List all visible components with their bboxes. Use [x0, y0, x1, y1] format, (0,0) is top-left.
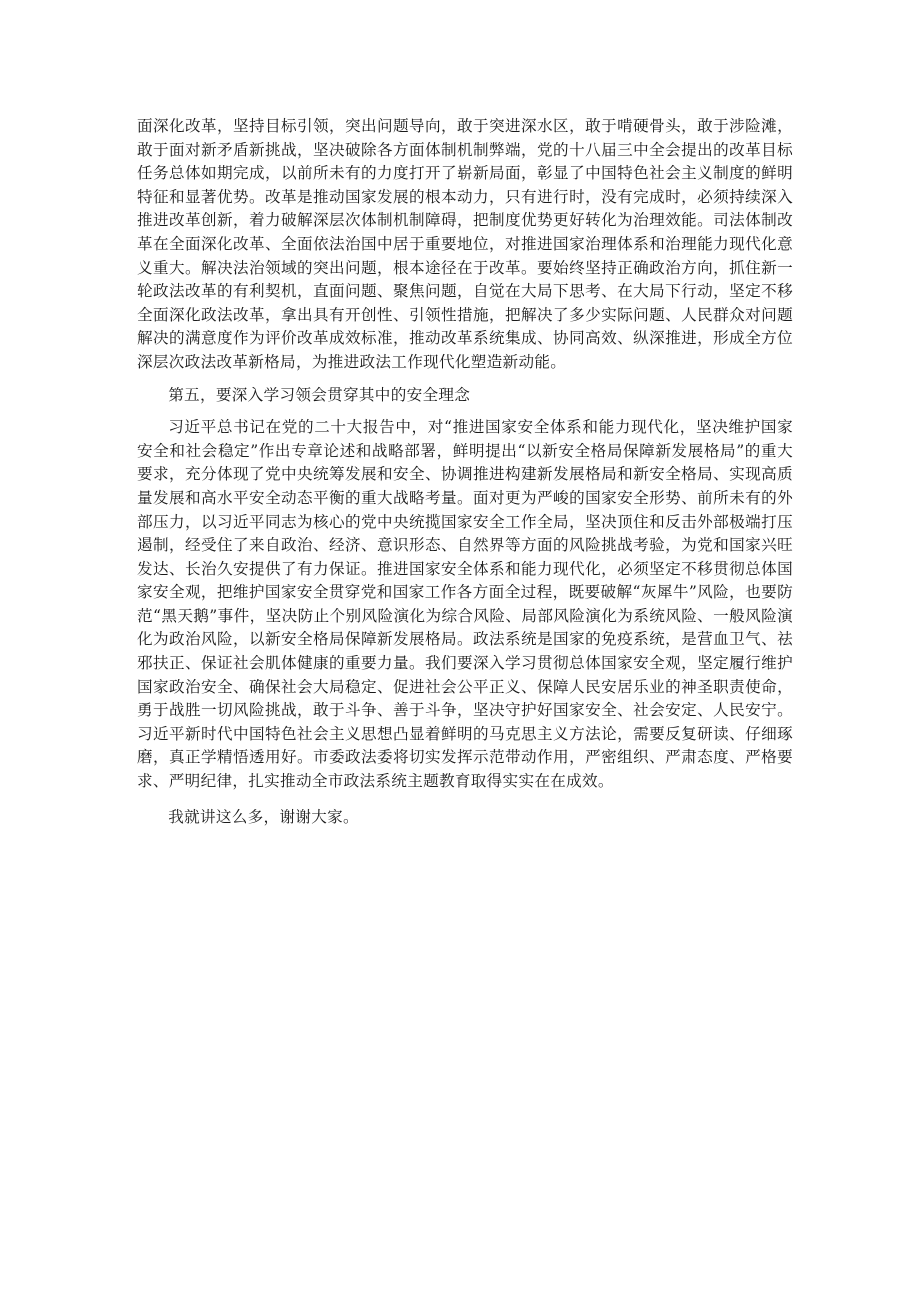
section-heading-security: 第五，要深入学习领会贯穿其中的安全理念	[168, 385, 471, 404]
document-body	[137, 115, 793, 829]
paragraph-reform: 面深化改革，坚持目标引领，突出问题导向，敢于突进深水区，敢于啃硬骨头，敢于涉险滩，敢于面对新矛盾新挑战，坚决破除各方面体制机制弊端，党的十八届三中全会提出的改革目标任务总体如期完成，以前所未有的力度打开了崭新局面，彰显了中国特色社会主义制度的鲜明特征和显著优势。改革是推动国家发展的根本动力，只有进行时，没有完成时，必须持续深入推进改革创新，着力破解深层次体制机制障碍，把制度优势更好转化为治理效能。司法体制改革在全面深化改革、全面依法治国中居于重要地位，对推进国家治理体系和治理能力现代化意义重大。解决法治领域的突出问题，根本途径在于改革。要始终坚持正确政治方向，抓住新一轮政法改革的有利契机，直面问题、聚焦问题，自觉在大局下思考、在大局下行动，坚定不移全面深化政法改革，拿出具有开创性、引领性措施，把解决了多少实际问题、人民群众对问题解决的满意度作为评价改革成效标准，推动改革系统集成、协同高效、纵深推进，形成全方位深层次政法改革新格局，为推进政法工作现代化塑造新动能。	[137, 117, 793, 371]
paragraph-security: 习近平总书记在党的二十大报告中，对“推进国家安全体系和能力现代化，坚决维护国家安全和社会稳定”作出专章论述和战略部署，鲜明提出“以新安全格局保障新发展格局”的重大要求，充分体现了党中央统筹发展和安全、协调推进构建新发展格局和新安全格局、实现高质量发展和高水平安全动态平衡的重大战略考量。面对更为严峻的国家安全形势、前所未有的外部压力，以习近平同志为核心的党中央统揽国家安全工作全局，坚决顶住和反击外部极端打压遏制，经受住了来自政治、经济、意识形态、自然界等方面的风险挑战考验，为党和国家兴旺发达、长治久安提供了有力保证。推进国家安全体系和能力现代化，必须坚定不移贯彻总体国家安全观，把维护国家安全贯穿党和国家工作各方面全过程，既要破解“灰犀牛”风险，也要防范“黑天鹅”事件，坚决防止个别风险演化为综合风险、局部风险演化为系统风险、一般风险演化为政治风险，以新安全格局保障新发展格局。政法系统是国家的免疫系统，是营血卫气、祛邪扶正、保证社会肌体健康的重要力量。我们要深入学习贯彻总体国家安全观，坚定履行维护国家政治安全、确保社会大局稳定、促进社会公平正义、保障人民安居乐业的神圣职责使命，勇于战胜一切风险挑战，敢于斗争、善于斗争，坚决守护好国家安全、社会安定、人民安宁。习近平新时代中国特色社会主义思想凸显着鲜明的马克思主义方法论，需要反复研读、仔细琢磨，真正学精悟透用好。市委政法委将切实发挥示范带动作用，严密组织、严肃态度、严格要求、严明纪律，扎实推动全市政法系统主题教育取得实实在在成效。	[137, 418, 793, 791]
paragraph-closing: 我就讲这么多，谢谢大家。	[168, 807, 359, 826]
